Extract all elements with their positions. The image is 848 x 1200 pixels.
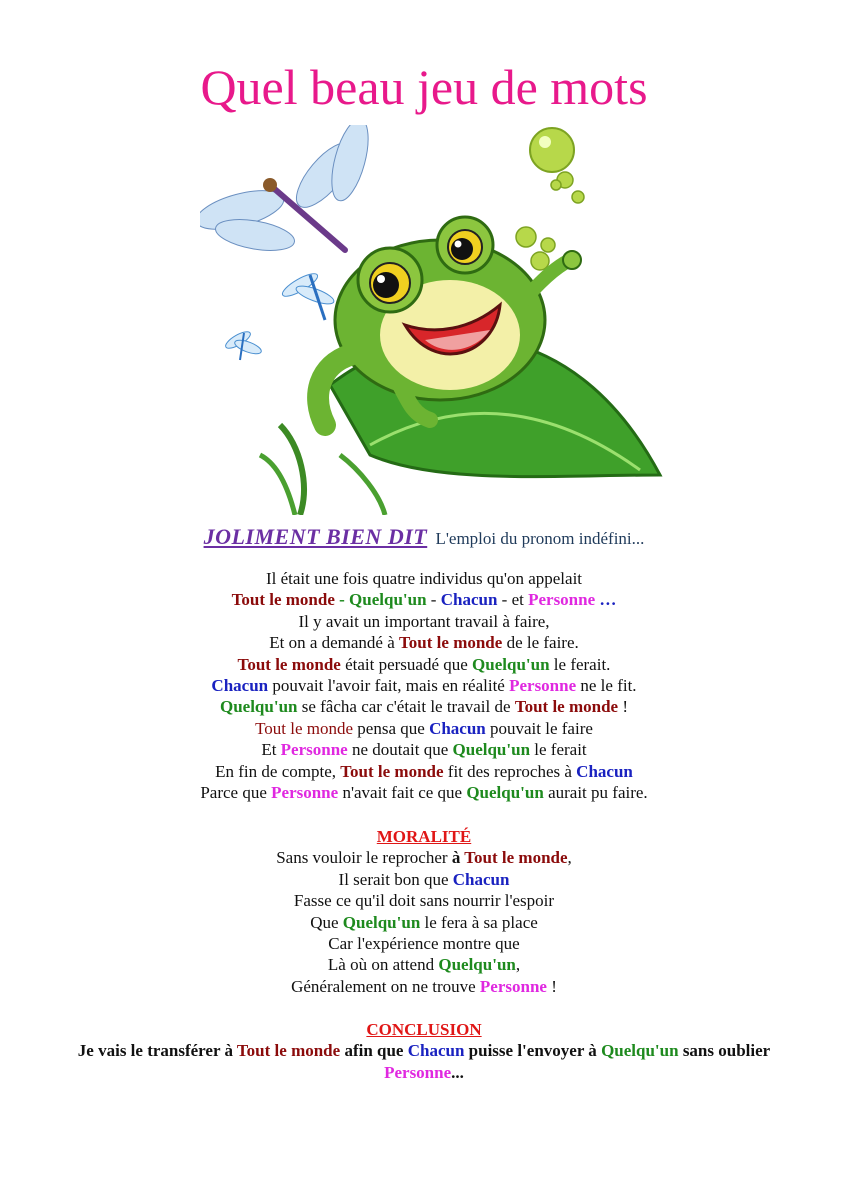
poem-line: [0, 718, 848, 739]
conclusion-section: [0, 1019, 848, 1083]
poem-line: [0, 782, 848, 803]
sep: - et: [497, 590, 529, 610]
name-personne: Personne: [271, 783, 339, 803]
poem-line: [0, 761, 848, 782]
text: ...: [451, 1062, 464, 1082]
name-tout: Tout le monde: [237, 654, 341, 674]
text: !: [546, 976, 557, 996]
name-chacun: Chacun: [440, 590, 498, 610]
text: En fin de compte,: [215, 761, 341, 781]
text: ,: [515, 955, 521, 975]
text: pensa que: [353, 718, 430, 738]
conclusion-line: [0, 1040, 848, 1061]
morale-title: MORALITÉ: [376, 827, 472, 846]
name-personne: Personne: [479, 976, 547, 996]
name-tout: Tout le monde: [464, 848, 568, 868]
section-heading: [0, 524, 848, 550]
morale-line: [0, 869, 848, 890]
sep: -: [334, 590, 350, 610]
text: à: [451, 848, 465, 868]
poem: [0, 568, 848, 803]
name-personne: Personne: [509, 676, 577, 696]
name-tout: Tout le monde: [255, 718, 354, 738]
text: le ferait: [530, 740, 587, 760]
name-personne: Personne: [384, 1062, 452, 1082]
name-quelqu: Quelqu'un: [452, 740, 531, 760]
text: afin que: [340, 1041, 408, 1061]
heading-title: JOLIMENT BIEN DIT: [203, 524, 428, 549]
poem-line: [0, 632, 848, 653]
name-tout: Tout le monde: [236, 1041, 341, 1061]
poem-line: [0, 611, 848, 632]
text: ne doutait que: [347, 740, 453, 760]
poem-line: [0, 654, 848, 675]
morale-section: [0, 826, 848, 997]
text: fit des reproches à: [443, 761, 577, 781]
poem-line: [0, 739, 848, 760]
name-quelqu: Quelqu'un: [601, 1041, 679, 1061]
text: se fâcha car c'était le travail de: [297, 697, 515, 717]
text: Car l'expérience montre que: [328, 934, 520, 954]
text: Sans vouloir le reprocher: [276, 848, 452, 868]
poem-line: [0, 589, 848, 610]
dragonfly-icon: [200, 125, 375, 256]
sep: -: [426, 590, 441, 610]
name-chacun: Chacun: [429, 718, 486, 738]
conclusion-title: CONCLUSION: [366, 1020, 482, 1039]
name-chacun: Chacun: [452, 869, 510, 889]
page-title: Quel beau jeu de mots: [200, 59, 648, 115]
bubbles-icon: [516, 128, 584, 270]
name-tout: Tout le monde: [340, 761, 444, 781]
morale-line: [0, 912, 848, 933]
morale-line: [0, 890, 848, 911]
morale-line: [0, 954, 848, 975]
morale-line: [0, 847, 848, 868]
name-tout: Tout le monde: [231, 590, 335, 610]
text: Et: [261, 740, 281, 760]
text: puisse l'envoyer à: [464, 1041, 602, 1061]
text: Fasse ce qu'il doit sans nourrir l'espoir: [293, 891, 555, 911]
morale-line: [0, 933, 848, 954]
text: ne le fit.: [576, 676, 637, 696]
name-quelqu: Quelqu'un: [466, 783, 544, 803]
text: Il était une fois quatre individus qu'on appelait: [265, 569, 583, 588]
name-personne: Personne: [280, 740, 348, 760]
text: pouvait le faire: [485, 718, 593, 738]
text: Je vais le transférer à: [77, 1041, 237, 1061]
text: pouvait l'avoir fait, mais en réalité: [268, 676, 510, 696]
text: le ferait.: [549, 654, 611, 674]
poem-line: [0, 675, 848, 696]
text: !: [618, 697, 629, 717]
text: Là où on attend: [327, 955, 439, 975]
small-dragonfly-icon: [223, 270, 335, 360]
text: aurait pu faire.: [543, 783, 648, 803]
name-quelqu: Quelqu'un: [342, 912, 421, 932]
text: Parce que: [200, 783, 272, 803]
frog-illustration: [200, 125, 670, 515]
text: de le faire.: [502, 633, 579, 653]
name-quelqu: Quelqu'un: [219, 697, 298, 717]
conclusion-line: [0, 1062, 848, 1083]
name-quelqu: Quelqu'un: [438, 955, 516, 975]
name-personne: Personne: [528, 590, 596, 610]
text: Et on a demandé à: [269, 633, 400, 653]
heading-subtitle: L'emploi du pronom indéfini...: [435, 529, 645, 548]
name-chacun: Chacun: [211, 676, 269, 696]
text: Généralement on ne trouve: [291, 976, 480, 996]
name-tout: Tout le monde: [399, 633, 503, 653]
poem-line: [0, 568, 848, 589]
text: le fera à sa place: [420, 912, 538, 932]
poem-line: [0, 696, 848, 717]
ellipsis: …: [595, 590, 617, 610]
text: ,: [567, 848, 572, 868]
text: Que: [310, 912, 343, 932]
name-chacun: Chacun: [407, 1041, 465, 1061]
text: Il serait bon que: [338, 869, 453, 889]
text: n'avait fait ce que: [338, 783, 467, 803]
name-quelqu: Quelqu'un: [472, 654, 550, 674]
name-tout: Tout le monde: [514, 697, 619, 717]
text: Il y avait un important travail à faire,: [298, 611, 550, 631]
morale-line: [0, 976, 848, 997]
text: sans oublier: [678, 1041, 771, 1061]
name-chacun: Chacun: [576, 761, 633, 781]
text: était persuadé que: [340, 654, 473, 674]
name-quelqu: Quelqu'un: [349, 590, 427, 610]
